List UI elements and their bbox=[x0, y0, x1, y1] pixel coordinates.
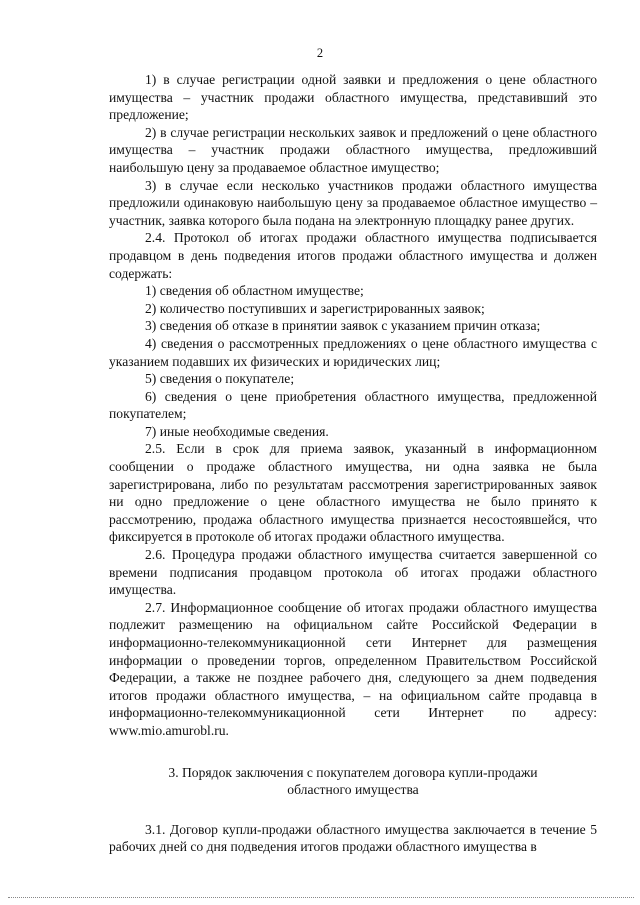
section-heading-line: 3. Порядок заключения с покупателем договора купли-продажи bbox=[168, 764, 538, 780]
list-item: 2) количество поступивших и зарегистрированных заявок; bbox=[145, 300, 485, 316]
list-item: 4) сведения о рассмотренных предложениях о цене областного имущества с указанием подавших их физических и юридических лиц; bbox=[109, 335, 597, 369]
list-item: 5) сведения о покупателе; bbox=[145, 371, 295, 387]
paragraph: 2.6. Процедура продажи областного имущества считается завершенной со времени подписания продавцом протокола об итогах продажи областного имущества. bbox=[109, 547, 597, 598]
list-item: 1) сведения об областном имуществе; bbox=[145, 283, 364, 299]
paragraph: 3) в случае если несколько участников продажи областного имущества предложили одинаковую наибольшую цену за продаваемое областное имущество – участник, заявка которого была подана на электронную площадку ранее других. bbox=[109, 177, 597, 228]
paragraph: 1) в случае регистрации одной заявки и предложения о цене областного имущества – участник продажи областного имущества, представивший это предложение; bbox=[109, 72, 597, 123]
list-item: 3) сведения об отказе в принятии заявок с указанием причин отказа; bbox=[145, 318, 541, 334]
paragraph: 2) в случае регистрации нескольких заявок и предложений о цене областного имущества – участник продажи областного имущества, предложивший наибольшую цену за продаваемое областное имущество; bbox=[109, 124, 597, 175]
page-number: 2 bbox=[316, 46, 324, 60]
list-item: 7) иные необходимые сведения. bbox=[145, 423, 329, 439]
page-bottom-edge bbox=[8, 897, 634, 898]
paragraph: 2.5. Если в срок для приема заявок, указанный в информационном сообщении о продаже областного имущества, ни одна заявка не была зарегистрирована, либо по результатам рассмотрения зарегистрированных заявок ни одно предложение о цене областного имущества не было принято к рассмотрению, продажа областного имущества признается несостоявшейся, что фиксируется в протоколе об итогах продажи областного имущества. bbox=[109, 441, 597, 545]
paragraph: 2.4. Протокол об итогах продажи областного имущества подписывается продавцом в день подведения итогов продажи областного имущества и должен содержать: bbox=[109, 230, 597, 281]
paragraph: 3.1. Договор купли-продажи областного имущества заключается в течение 5 рабочих дней со дня подведения итогов продажи областного имущества в bbox=[109, 821, 597, 855]
list-item: 6) сведения о цене приобретения областного имущества, предложенной покупателем; bbox=[109, 388, 597, 422]
paragraph: 2.7. Информационное сообщение об итогах продажи областного имущества подлежит размещению на официальном сайте Российской Федерации в информационно-телекоммуникационной сети Интернет для размещения информации о проведении торгов, определенном Правительством Российской Федерации, а также не позднее рабочего дня, следующего за днем подведения итогов продажи областного имущества, – на официальном сайте продавца в информационно-телекоммуникационной сети Интернет по адресу: www.mio.amurobl.ru. bbox=[109, 599, 597, 738]
section-heading bbox=[109, 764, 597, 799]
section-heading-line: областного имущества bbox=[287, 782, 419, 798]
document-body bbox=[109, 71, 597, 856]
